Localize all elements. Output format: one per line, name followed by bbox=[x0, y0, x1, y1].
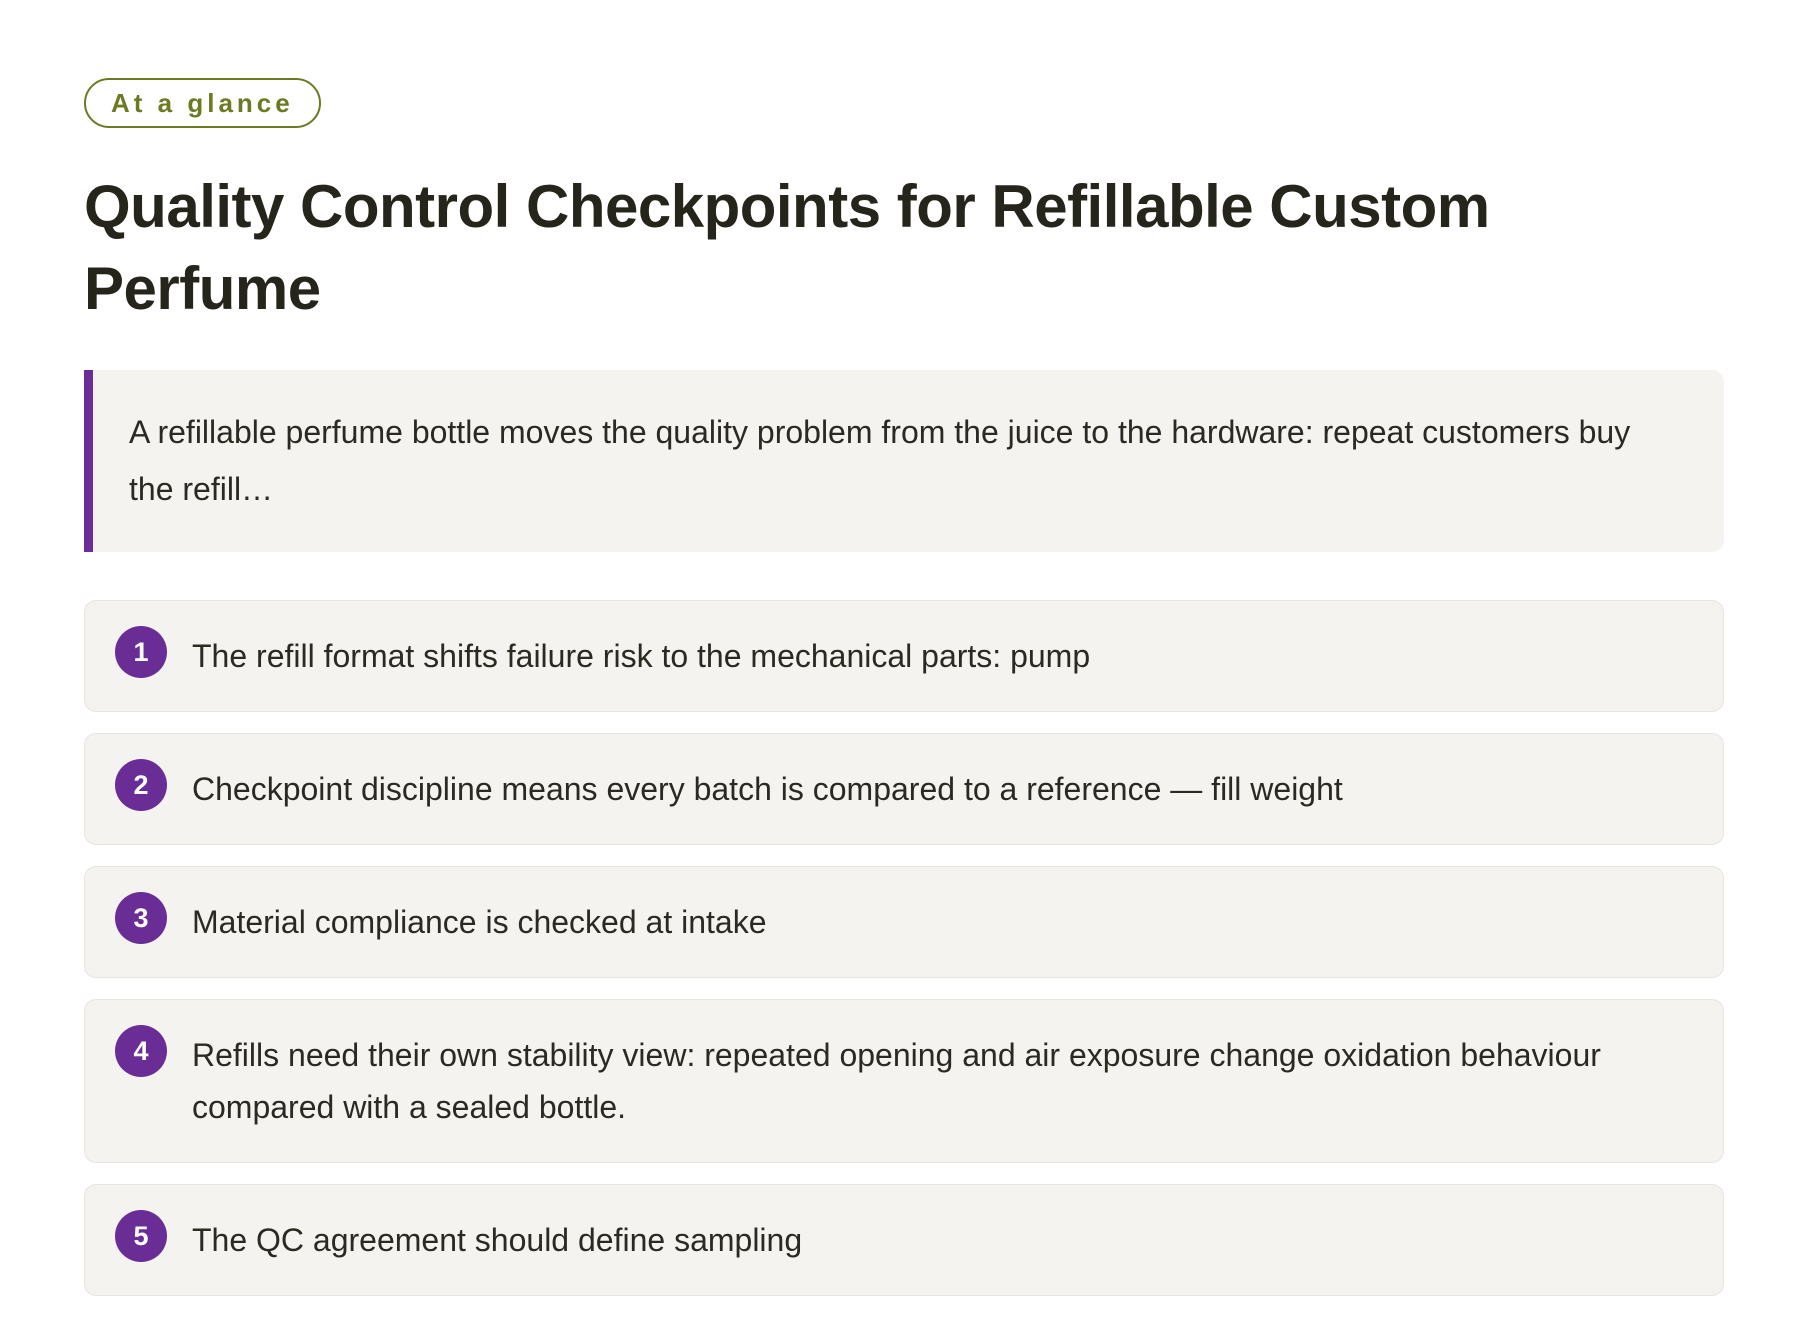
list-item bbox=[84, 999, 1724, 1163]
item-text: The QC agreement should define sampling bbox=[192, 1222, 803, 1258]
item-text: The refill format shifts failure risk to the mechanical parts: pump bbox=[192, 638, 1091, 674]
page-title: Quality Control Checkpoints for Refillable Custom Perfume bbox=[84, 173, 1490, 322]
summary-callout bbox=[84, 370, 1724, 552]
summary-text: A refillable perfume bottle moves the quality problem from the juice to the hardware: repeat customers buy the refill… bbox=[129, 414, 1631, 507]
list-item bbox=[84, 733, 1724, 845]
checkpoint-list bbox=[84, 600, 1724, 1296]
item-text: Refills need their own stability view: repeated opening and air exposure change oxidation behaviour compared with a sealed bottle. bbox=[192, 1037, 1601, 1125]
section-badge: At a glance bbox=[84, 78, 321, 128]
item-number-badge: 3 bbox=[115, 892, 167, 944]
item-number-badge: 5 bbox=[115, 1210, 167, 1262]
item-number-badge: 4 bbox=[115, 1025, 167, 1077]
item-number-badge: 1 bbox=[115, 626, 167, 678]
list-item bbox=[84, 600, 1724, 712]
list-item bbox=[84, 1184, 1724, 1296]
list-item bbox=[84, 866, 1724, 978]
item-text: Material compliance is checked at intake bbox=[192, 904, 767, 940]
item-text: Checkpoint discipline means every batch is compared to a reference — fill weight bbox=[192, 771, 1343, 807]
item-number-badge: 2 bbox=[115, 759, 167, 811]
